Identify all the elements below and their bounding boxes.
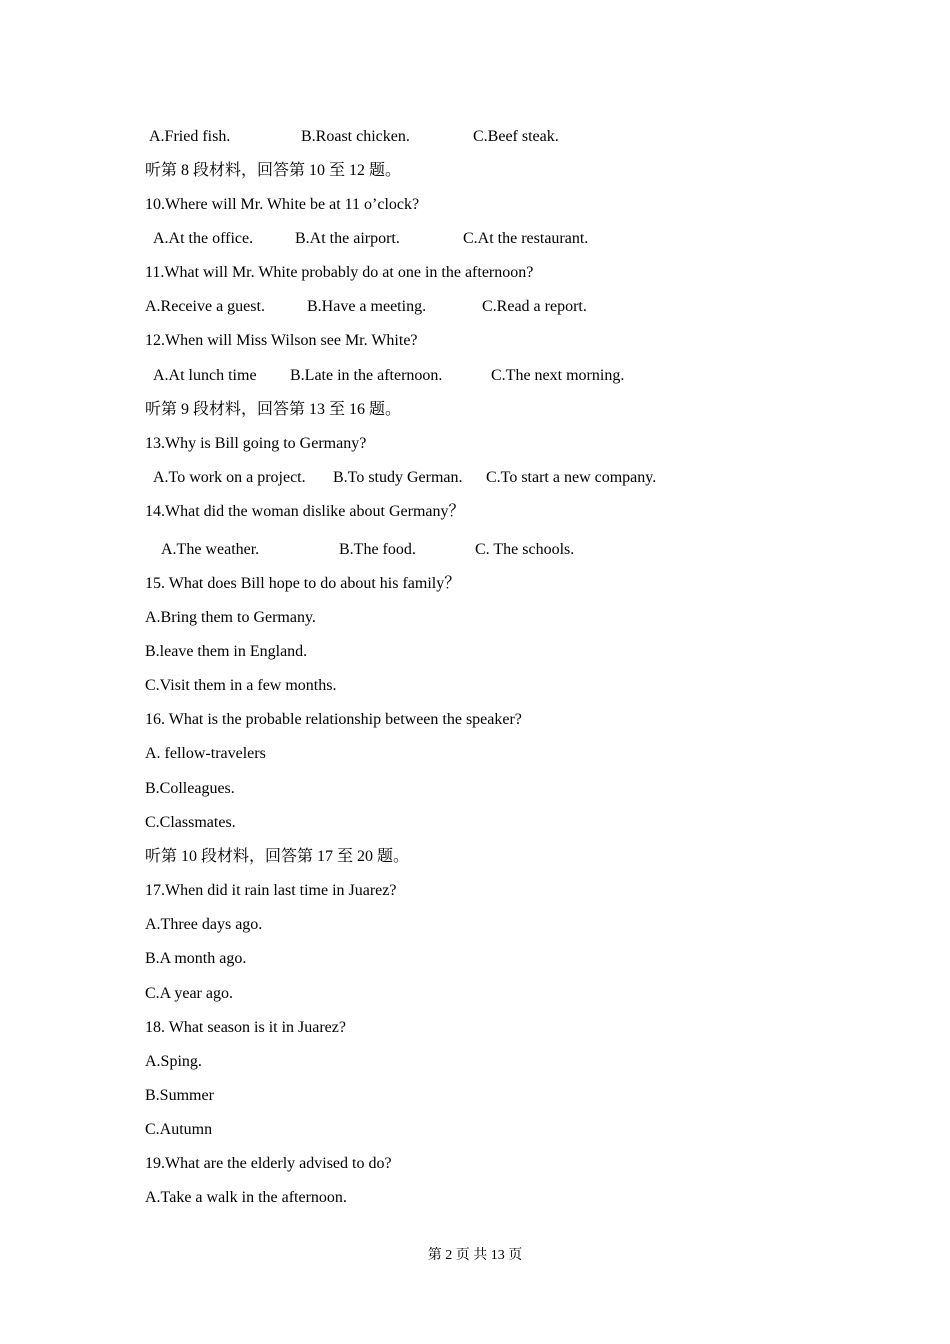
section10-intro: 听第 10 段材料，回答第 17 至 20 题。: [145, 848, 410, 865]
q18-option-c: C.Autumn: [145, 1121, 213, 1138]
q14-option-a: A.The weather.: [161, 541, 260, 558]
page-footer: 第 2 页 共 13 页: [427, 1248, 523, 1263]
q16-option-a: A. fellow-travelers: [145, 745, 266, 762]
q11-option-c: C.Read a report.: [482, 298, 587, 315]
q19-option-a: A.Take a walk in the afternoon.: [145, 1189, 347, 1206]
q14-question: 14.What did the woman dislike about Germany？: [145, 503, 465, 520]
section8-intro: 听第 8 段材料，回答第 10 至 12 题。: [145, 162, 402, 179]
q15-option-a: A.Bring them to Germany.: [145, 609, 316, 626]
q18-question: 18. What season is it in Juarez?: [145, 1019, 346, 1036]
q14-option-b: B.The food.: [339, 541, 416, 558]
q9-option-a: A.Fried fish.: [149, 128, 231, 145]
q17-option-b: B.A month ago.: [145, 950, 247, 967]
q12-option-b: B.Late in the afternoon.: [290, 367, 443, 384]
q12-option-c: C.The next morning.: [491, 367, 625, 384]
q16-question: 16. What is the probable relationship between the speaker?: [145, 711, 522, 728]
q13-option-c: C.To start a new company.: [486, 469, 657, 486]
q10-question: 10.Where will Mr. White be at 11 o’clock?: [145, 196, 420, 213]
q10-option-c: C.At the restaurant.: [463, 230, 589, 247]
q12-option-a: A.At lunch time: [153, 367, 257, 384]
q9-option-b: B.Roast chicken.: [301, 128, 410, 145]
q12-question: 12.When will Miss Wilson see Mr. White?: [145, 332, 418, 349]
q17-option-a: A.Three days ago.: [145, 916, 263, 933]
q18-option-a: A.Sping.: [145, 1053, 202, 1070]
q17-question: 17.When did it rain last time in Juarez?: [145, 882, 397, 899]
q11-question: 11.What will Mr. White probably do at one in the afternoon?: [145, 264, 534, 281]
q11-option-a: A.Receive a guest.: [145, 298, 265, 315]
q13-option-b: B.To study German.: [333, 469, 463, 486]
q17-option-c: C.A year ago.: [145, 985, 233, 1002]
q14-option-c: C. The schools.: [475, 541, 575, 558]
q13-question: 13.Why is Bill going to Germany?: [145, 435, 367, 452]
q11-option-b: B.Have a meeting.: [307, 298, 427, 315]
section9-intro: 听第 9 段材料，回答第 13 至 16 题。: [145, 401, 402, 418]
q15-option-b: B.leave them in England.: [145, 643, 308, 660]
q10-option-b: B.At the airport.: [295, 230, 400, 247]
q15-option-c: C.Visit them in a few months.: [145, 677, 337, 694]
q19-question: 19.What are the elderly advised to do?: [145, 1155, 392, 1172]
q9-option-c: C.Beef steak.: [473, 128, 559, 145]
q15-question: 15. What does Bill hope to do about his family？: [145, 575, 461, 592]
q16-option-b: B.Colleagues.: [145, 780, 235, 797]
q13-option-a: A.To work on a project.: [153, 469, 306, 486]
q16-option-c: C.Classmates.: [145, 814, 236, 831]
q10-option-a: A.At the office.: [153, 230, 254, 247]
q18-option-b: B.Summer: [145, 1087, 214, 1104]
